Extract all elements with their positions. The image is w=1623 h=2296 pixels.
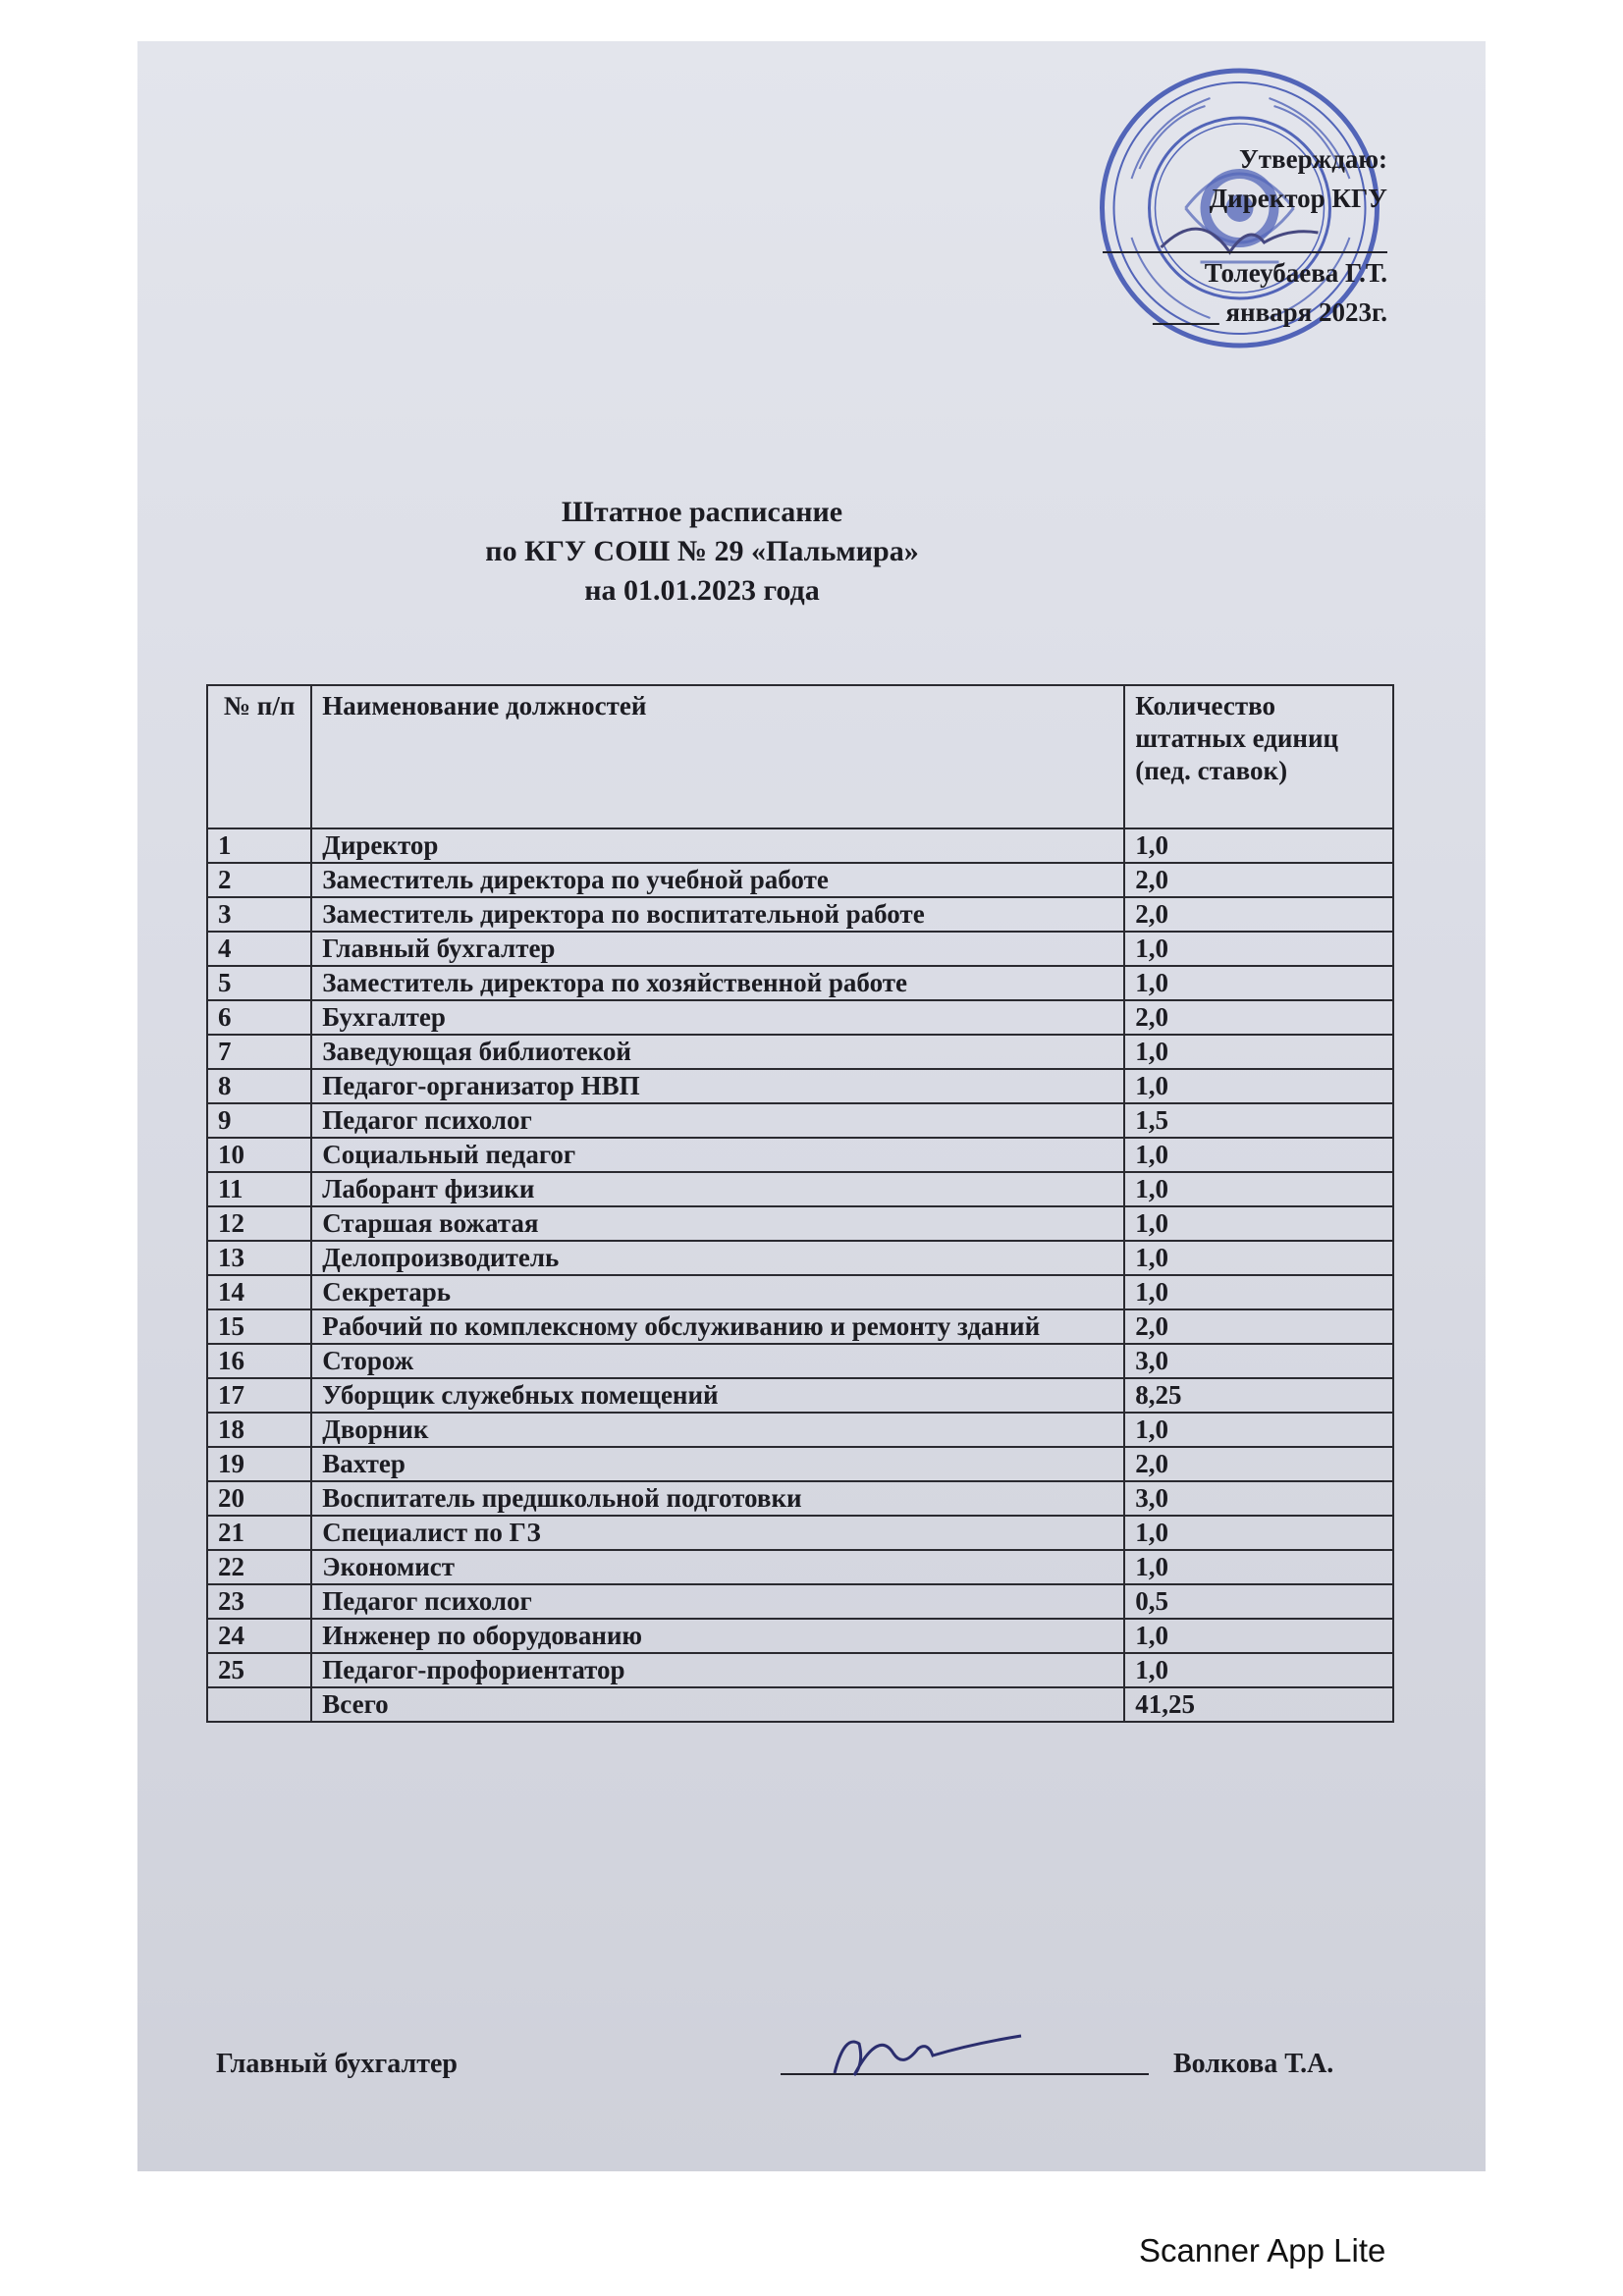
row-number: 25 [207,1653,311,1687]
row-quantity: 0,5 [1124,1584,1393,1619]
table-row [207,1241,1393,1275]
row-position-name: Педагог психолог [311,1584,1124,1619]
row-position-name: Сторож [311,1344,1124,1378]
table-row [207,1413,1393,1447]
row-quantity: 1,5 [1124,1103,1393,1138]
row-number: 14 [207,1275,311,1309]
row-position-name: Заместитель директора по учебной работе [311,863,1124,897]
row-position-name: Уборщик служебных помещений [311,1378,1124,1413]
row-position-name: Педагог-профориентатор [311,1653,1124,1687]
row-quantity: 2,0 [1124,863,1393,897]
row-position-name: Инженер по оборудованию [311,1619,1124,1653]
row-number: 17 [207,1378,311,1413]
header-number: № п/п [207,685,311,828]
staff-table [206,684,1394,1723]
row-position-name: Бухгалтер [311,1000,1124,1035]
row-position-name: Делопроизводитель [311,1241,1124,1275]
table-row [207,1172,1393,1206]
row-position-name: Воспитатель предшкольной подготовки [311,1481,1124,1516]
table-row [207,1206,1393,1241]
table-row [207,1138,1393,1172]
title-line-1: Штатное расписание [561,496,843,528]
table-row [207,1619,1393,1653]
table-total-row [207,1687,1393,1722]
document-title [137,493,1267,611]
row-number: 12 [207,1206,311,1241]
header-quantity: Количество штатных единиц (пед. ставок) [1124,685,1393,828]
row-number: 23 [207,1584,311,1619]
approval-block [1103,139,1387,332]
row-quantity: 1,0 [1124,1138,1393,1172]
total-empty [207,1687,311,1722]
scanner-watermark: Scanner App Lite [1139,2232,1386,2269]
row-quantity: 1,0 [1124,1516,1393,1550]
row-position-name: Рабочий по комплексному обслуживанию и ремонту зданий [311,1309,1124,1344]
row-position-name: Секретарь [311,1275,1124,1309]
row-position-name: Заведующая библиотекой [311,1035,1124,1069]
table-row [207,1344,1393,1378]
row-number: 24 [207,1619,311,1653]
footer-name: Волкова Т.А. [1173,2049,1334,2079]
title-line-3: на 01.01.2023 года [584,574,820,607]
row-quantity: 1,0 [1124,1241,1393,1275]
row-position-name: Заместитель директора по воспитательной работе [311,897,1124,932]
row-position-name: Вахтер [311,1447,1124,1481]
row-position-name: Заместитель директора по хозяйственной работе [311,966,1124,1000]
handwritten-signature [825,2014,1031,2083]
table-row [207,1653,1393,1687]
row-quantity: 1,0 [1124,1619,1393,1653]
table-row [207,897,1393,932]
row-quantity: 1,0 [1124,1172,1393,1206]
row-number: 13 [207,1241,311,1275]
row-number: 15 [207,1309,311,1344]
table-row [207,1584,1393,1619]
row-number: 19 [207,1447,311,1481]
table-row [207,1035,1393,1069]
table-row [207,1447,1393,1481]
table-row [207,1309,1393,1344]
row-position-name: Педагог-организатор НВП [311,1069,1124,1103]
table-row [207,1275,1393,1309]
row-number: 1 [207,828,311,863]
table-row [207,1069,1393,1103]
approval-signer: Толеубаева Г.Т. [1204,258,1387,288]
row-quantity: 2,0 [1124,897,1393,932]
row-number: 7 [207,1035,311,1069]
table-row [207,863,1393,897]
table-header-row [207,685,1393,828]
row-quantity: 2,0 [1124,1447,1393,1481]
table-row [207,1516,1393,1550]
total-quantity: 41,25 [1124,1687,1393,1722]
row-position-name: Социальный педагог [311,1138,1124,1172]
footer-position: Главный бухгалтер [216,2049,458,2079]
row-position-name: Директор [311,828,1124,863]
row-position-name: Экономист [311,1550,1124,1584]
row-position-name: Старшая вожатая [311,1206,1124,1241]
row-number: 10 [207,1138,311,1172]
row-quantity: 1,0 [1124,1035,1393,1069]
row-quantity: 2,0 [1124,1000,1393,1035]
approval-signature-line [1103,218,1387,253]
row-quantity: 1,0 [1124,1653,1393,1687]
row-quantity: 1,0 [1124,1413,1393,1447]
title-line-2: по КГУ СОШ № 29 «Пальмира» [485,535,919,567]
table-row [207,1000,1393,1035]
header-position-name: Наименование должностей [311,685,1124,828]
row-number: 8 [207,1069,311,1103]
table-row [207,1378,1393,1413]
approval-heading: Утверждаю: [1238,144,1387,174]
table-row [207,1481,1393,1516]
row-quantity: 1,0 [1124,1275,1393,1309]
approval-position: Директор КГУ [1209,184,1387,213]
row-quantity: 1,0 [1124,828,1393,863]
row-number: 21 [207,1516,311,1550]
row-number: 16 [207,1344,311,1378]
row-number: 20 [207,1481,311,1516]
scanned-document [137,41,1486,2171]
row-number: 11 [207,1172,311,1206]
row-number: 5 [207,966,311,1000]
row-number: 18 [207,1413,311,1447]
row-quantity: 1,0 [1124,1206,1393,1241]
row-position-name: Дворник [311,1413,1124,1447]
row-quantity: 2,0 [1124,1309,1393,1344]
row-quantity: 3,0 [1124,1344,1393,1378]
row-quantity: 1,0 [1124,1550,1393,1584]
row-number: 3 [207,897,311,932]
table-row [207,932,1393,966]
row-position-name: Лаборант физики [311,1172,1124,1206]
row-quantity: 8,25 [1124,1378,1393,1413]
table-row [207,828,1393,863]
row-number: 9 [207,1103,311,1138]
row-position-name: Педагог психолог [311,1103,1124,1138]
row-quantity: 1,0 [1124,932,1393,966]
total-label: Всего [311,1687,1124,1722]
row-position-name: Специалист по ГЗ [311,1516,1124,1550]
row-quantity: 3,0 [1124,1481,1393,1516]
row-number: 6 [207,1000,311,1035]
table-row [207,1103,1393,1138]
row-number: 22 [207,1550,311,1584]
table-row [207,966,1393,1000]
row-number: 4 [207,932,311,966]
approval-date: _____ января 2023г. [1153,297,1387,327]
row-quantity: 1,0 [1124,966,1393,1000]
row-position-name: Главный бухгалтер [311,932,1124,966]
row-number: 2 [207,863,311,897]
row-quantity: 1,0 [1124,1069,1393,1103]
table-row [207,1550,1393,1584]
